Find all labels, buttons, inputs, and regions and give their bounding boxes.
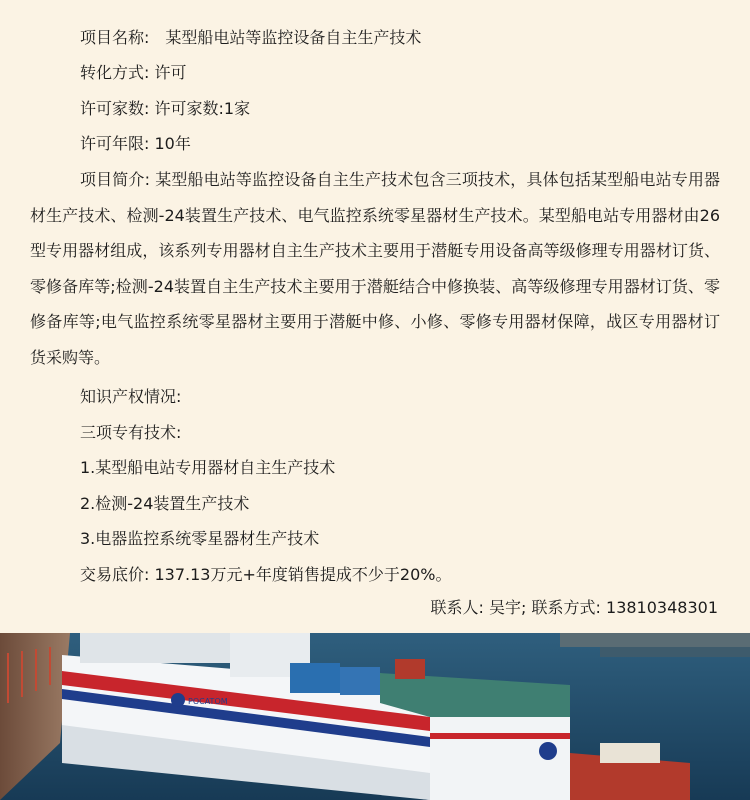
license-count-row [80,99,250,119]
contact-method-value: 13810348301 [606,598,718,617]
ship-photo [0,633,750,800]
contact-person-value: 吴宇; [489,598,527,617]
ip-subheading: 三项专有技术: [80,423,182,442]
license-years-value: 10年 [154,134,191,153]
transfer-method-value: 许可 [154,63,187,82]
project-name-label: 项目名称: [80,28,150,47]
project-name-value: 某型船电站等监控设备自主生产技术 [165,28,422,47]
project-intro-label: 项目简介: [80,170,150,189]
contact-method-label: 联系方式: [531,598,601,617]
license-years-row [80,134,191,154]
transfer-method-label: 转化方式: [80,63,150,82]
license-years-label: 许可年限: [80,134,150,153]
project-intro-text: 某型船电站等监控设备自主生产技术包含三项技术，具体包括某型船电站专用器材生产技术、检测-24装置生产技术、电气监控系统零星器材生产技术。某型船电站专用器材由26 型专用器材组成，该系列专用器材自主生产技术主要用于潜艇专用设备高等级修理专用器材订货、零修备库等;检测-24装置自主生产技术主要用于潜艇结合中修换装、高等级修理专用器材订货、零修备库等;电气监控系统零星器材主要用于潜艇中修、小修、零修专用器材保障，战区专用器材订货采购等。 [30,170,737,367]
contact-person-label: 联系人: [430,598,484,617]
ip-item: 1.某型船电站专用器材自主生产技术 [80,458,336,477]
ip-heading: 知识产权情况: [80,387,182,406]
ip-item: 2.检测-24装置生产技术 [80,494,250,513]
price-value: 137.13万元+年度销售提成不少于20%。 [154,565,452,584]
license-count-label: 许可家数: [80,99,150,118]
price-row [80,565,451,585]
transfer-method-row [80,63,187,83]
contact-row [431,598,718,618]
project-intro [30,162,737,376]
project-name-row [80,28,421,48]
price-label: 交易底价: [80,565,150,584]
license-count-value: 许可家数:1家 [154,99,251,118]
ip-item: 3.电器监控系统零星器材生产技术 [80,529,320,548]
ship-logo-text: POCATOM [188,697,228,706]
